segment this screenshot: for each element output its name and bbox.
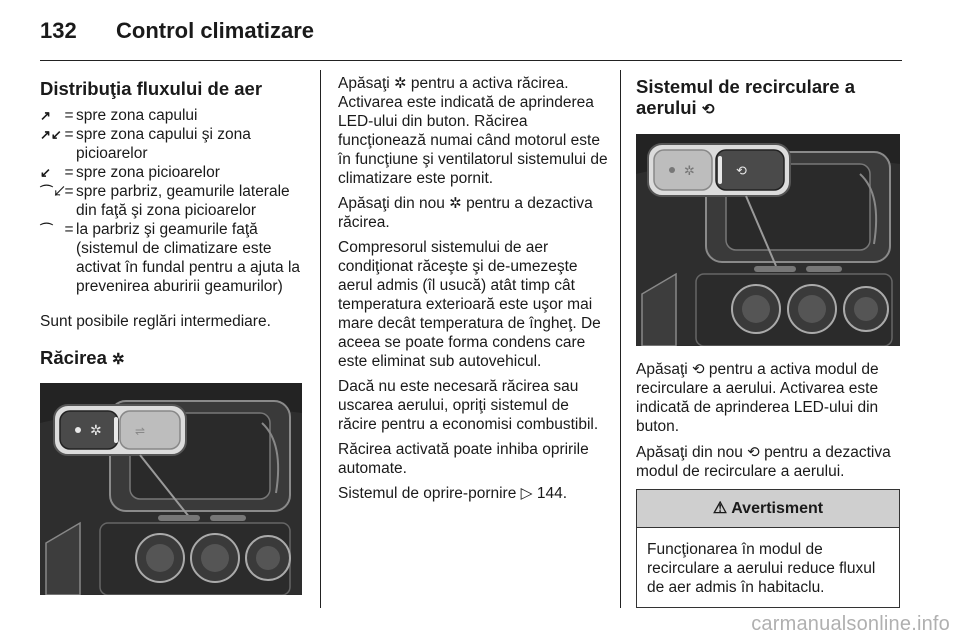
- snowflake-icon: ✲: [394, 75, 407, 92]
- column-middle: [338, 66, 610, 509]
- svg-text:⟲: ⟲: [736, 164, 747, 179]
- column-right: [636, 66, 902, 608]
- page-header: [40, 12, 902, 52]
- warning-title: Avertisment: [731, 500, 824, 517]
- warning-text: Funcţionarea în modul de recirculare a aerului reduce fluxul de aer admis în habitaclu.: [647, 541, 876, 596]
- recirculation-deactivate-text: Apăsaţi din nou ⟲ pentru a dezactiva modul de recirculare a aerului.: [636, 444, 891, 480]
- compressor-text: Compresorul sistemului de aer condiţionat răceşte şi de-umezeşte aerul admis (îl usucă) atât timp cât temperatura exterioară este uşor mai mare decât temperatura de îngheţ. De aceea se poate forma condens care este eliminat sub autovehicul.: [338, 239, 601, 370]
- page-number: 132: [40, 18, 77, 43]
- air-to-windscreen-and-feet-icon: ⌒↙: [40, 184, 67, 199]
- air-to-windscreen-icon: ⌒: [40, 222, 54, 237]
- legend-item: ↗ = spre zona capului: [40, 107, 198, 124]
- chapter-title: Control climatizare: [116, 18, 315, 43]
- fuel-saving-text: Dacă nu este necesară răcirea sau uscarea aerului, opriţi sistemul de răcire pentru a economisi combustibil.: [338, 378, 599, 433]
- cooling-activate-text: Apăsaţi ✲ pentru a activa răcirea. Activarea este indicată de aprinderea LED-ului din buton. Răcirea funcţionează numai când motorul este în funcţiune şi ventilatorul sistemului de climatizare este pornit.: [338, 75, 608, 187]
- air-recirculation-icon: ⟲: [701, 101, 715, 118]
- warning-box: [636, 489, 900, 608]
- air-to-head-and-feet-icon: ↗↙: [40, 127, 62, 142]
- stop-start-reference: Sistemul de oprire-pornire ▷ 144.: [338, 485, 568, 502]
- recirculation-button-figure: [636, 134, 900, 346]
- autostop-text: Răcirea activată poate inhiba opririle automate.: [338, 441, 589, 477]
- air-recirculation-icon: ⟲: [747, 444, 760, 461]
- air-to-head-icon: ↗: [40, 108, 51, 123]
- intermediate-note: Sunt posibile reglări intermediare.: [40, 313, 271, 330]
- air-recirculation-icon: ⟲: [692, 361, 705, 378]
- legend-item: ⌒ = la parbriz şi geamurile faţă (sistemul de climatizare este activat în fundal pentru a ajuta la prevenirea aburirii geamurilor): [40, 221, 301, 295]
- header-rule: [40, 60, 902, 61]
- recirculation-heading: Sistemul de recirculare a aerului ⟲: [636, 76, 856, 118]
- legend-item: ⌒↙ = spre parbriz, geamurile laterale din faţă şi zona picioarelor: [40, 183, 290, 219]
- snowflake-icon: ✲: [112, 351, 125, 368]
- watermark: carmanualsonline.info: [751, 613, 950, 635]
- svg-text:✲: ✲: [684, 164, 695, 179]
- warning-triangle-icon: ⚠: [712, 500, 728, 517]
- svg-text:⇌: ⇌: [135, 424, 146, 438]
- warning-header: [637, 490, 899, 528]
- air-to-feet-icon: ↙: [40, 165, 51, 180]
- legend-item: ↗↙ = spre zona capului şi zona picioarelor: [40, 126, 251, 162]
- svg-text:✲: ✲: [90, 423, 102, 439]
- airflow-legend: [40, 106, 308, 296]
- cooling-button-figure: [40, 383, 302, 595]
- recirculation-activate-text: Apăsaţi ⟲ pentru a activa modul de recirculare a aerului. Activarea este indicată de aprinderea LED-ului din buton.: [636, 361, 879, 435]
- cooling-deactivate-text: Apăsaţi din nou ✲ pentru a dezactiva răcirea.: [338, 195, 593, 231]
- cooling-heading: Răcirea ✲: [40, 347, 125, 368]
- column-divider: [320, 70, 321, 608]
- dashboard-illustration: [636, 134, 900, 346]
- airflow-heading: Distribuţia fluxului de aer: [40, 78, 263, 99]
- legend-item: ↙ = spre zona picioarelor: [40, 164, 220, 181]
- column-divider: [620, 70, 621, 608]
- column-left: [40, 66, 308, 595]
- snowflake-icon: ✲: [449, 195, 462, 212]
- page-reference-icon: ▷: [520, 485, 533, 502]
- dashboard-illustration: [40, 383, 302, 595]
